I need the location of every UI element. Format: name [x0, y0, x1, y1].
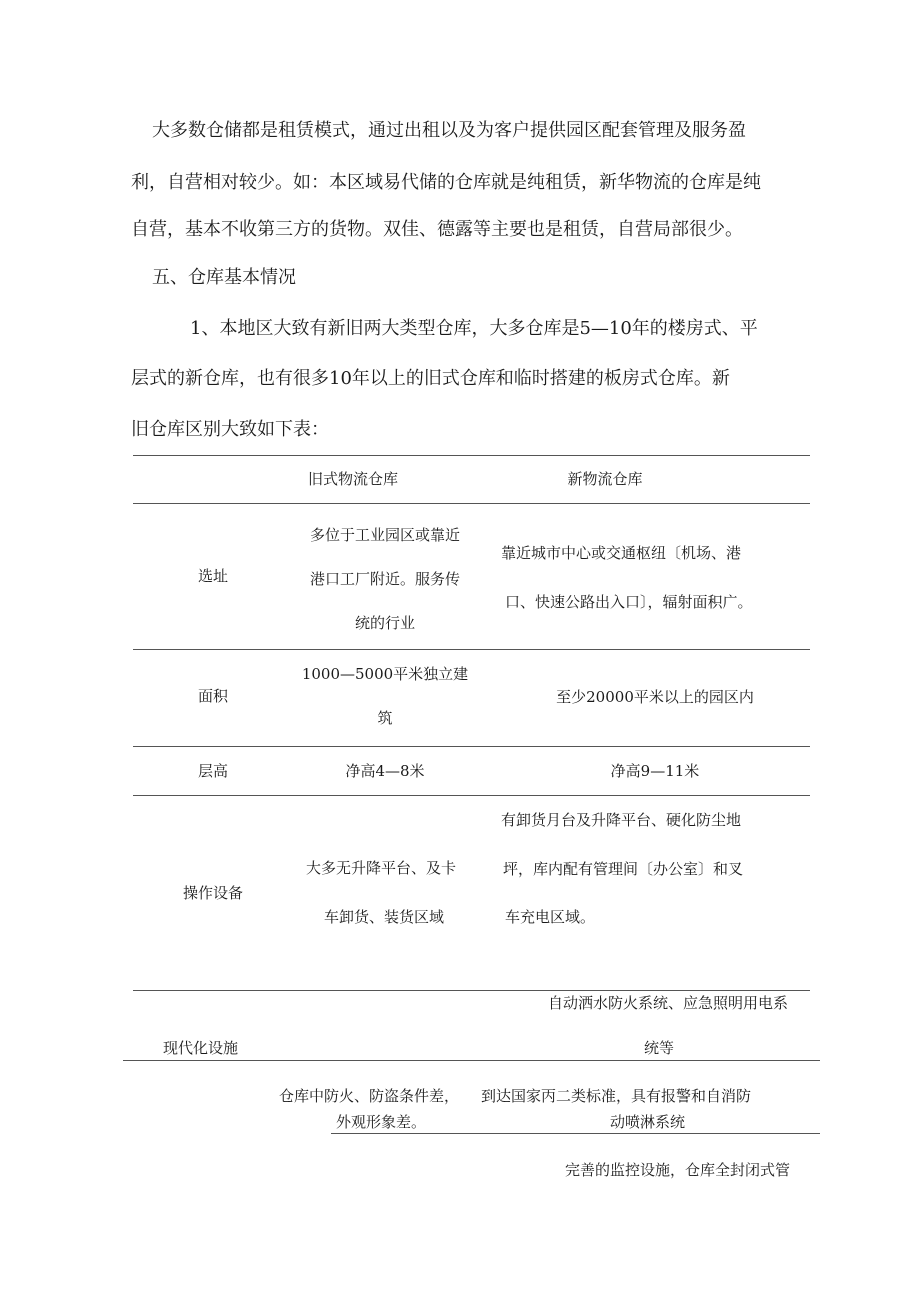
fire-old-line-1: 仓库中防火、防盗条件差，	[279, 1087, 460, 1105]
fire-new-line-2: 动喷淋系统	[610, 1113, 686, 1131]
height-new-line-1: 净高9—11米	[610, 762, 700, 780]
section-heading: 五、仓库基本情况	[152, 267, 296, 288]
table-top-rule	[133, 455, 810, 456]
paragraph-1-line-2: 利，自营相对较少。如：本区域易代储的仓库就是纯租赁，新华物流的仓库是纯	[131, 172, 761, 193]
equipment-old-line-2: 车卸货、装货区域	[324, 908, 445, 926]
equipment-new-line-2: 坪，库内配有管理间〔办公室〕和叉	[503, 860, 744, 878]
height-old-line-1: 净高4—8米	[345, 762, 425, 780]
equipment-old-line-1: 大多无升降平台、及卡	[306, 859, 457, 877]
row-label-equipment: 操作设备	[182, 884, 243, 902]
modern-new-line-1: 自动洒水防火系统、应急照明用电系	[548, 994, 789, 1012]
header-old-warehouse: 旧式物流仓库	[307, 470, 398, 488]
paragraph-2-line-2: 层式的新仓库，也有很多10年以上的旧式仓库和临时搭建的板房式仓库。新	[131, 368, 730, 389]
location-new-line-2: 口、快速公路出入口〕，辐射面积广。	[505, 593, 753, 611]
row-rule	[133, 990, 810, 991]
row-rule	[123, 1060, 820, 1061]
paragraph-1-line-3: 自营，基本不收第三方的货物。双佳、德露等主要也是租赁，自营局部很少。	[131, 219, 743, 240]
fire-old-line-2: 外观形象差。	[336, 1113, 427, 1131]
paragraph-1-line-1: 大多数仓储都是租赁模式，通过出租以及为客户提供园区配套管理及服务盈	[152, 120, 746, 141]
row-rule	[133, 795, 810, 796]
location-old-line-3: 统的行业	[354, 614, 415, 632]
row-rule	[133, 649, 810, 650]
row-rule	[133, 746, 810, 747]
location-old-line-2: 港口工厂附近。服务传	[309, 570, 460, 588]
monitor-new-line-1: 完善的监控设施，仓库全封闭式管	[565, 1161, 791, 1179]
paragraph-2-line-1: 1、本地区大致有新旧两大类型仓库，大多仓库是5—10年的楼房式、平	[190, 318, 758, 339]
modern-new-line-2: 统等	[644, 1039, 675, 1057]
location-old-line-1: 多位于工业园区或靠近	[309, 526, 460, 544]
row-label-location: 选址	[197, 567, 228, 585]
header-rule	[133, 503, 810, 504]
equipment-new-line-1: 有卸货月台及升降平台、硬化防尘地	[501, 811, 742, 829]
fire-new-line-1: 到达国家丙二类标准，具有报警和自消防	[481, 1087, 752, 1105]
row-label-height: 层高	[197, 762, 228, 780]
equipment-new-line-3: 车充电区域。	[505, 908, 596, 926]
area-old-line-2: 筑	[377, 709, 393, 727]
location-new-line-1: 靠近城市中心或交通枢纽〔机场、港	[501, 544, 742, 562]
row-label-modern-facilities: 现代化设施	[163, 1039, 239, 1057]
row-label-area: 面积	[197, 687, 228, 705]
header-new-warehouse: 新物流仓库	[567, 470, 643, 488]
row-rule	[331, 1133, 820, 1134]
area-new-line-1: 至少20000平米以上的园区内	[556, 688, 754, 706]
paragraph-2-line-3: 旧仓库区别大致如下表：	[131, 419, 329, 440]
area-old-line-1: 1000—5000平米独立建	[301, 665, 469, 683]
